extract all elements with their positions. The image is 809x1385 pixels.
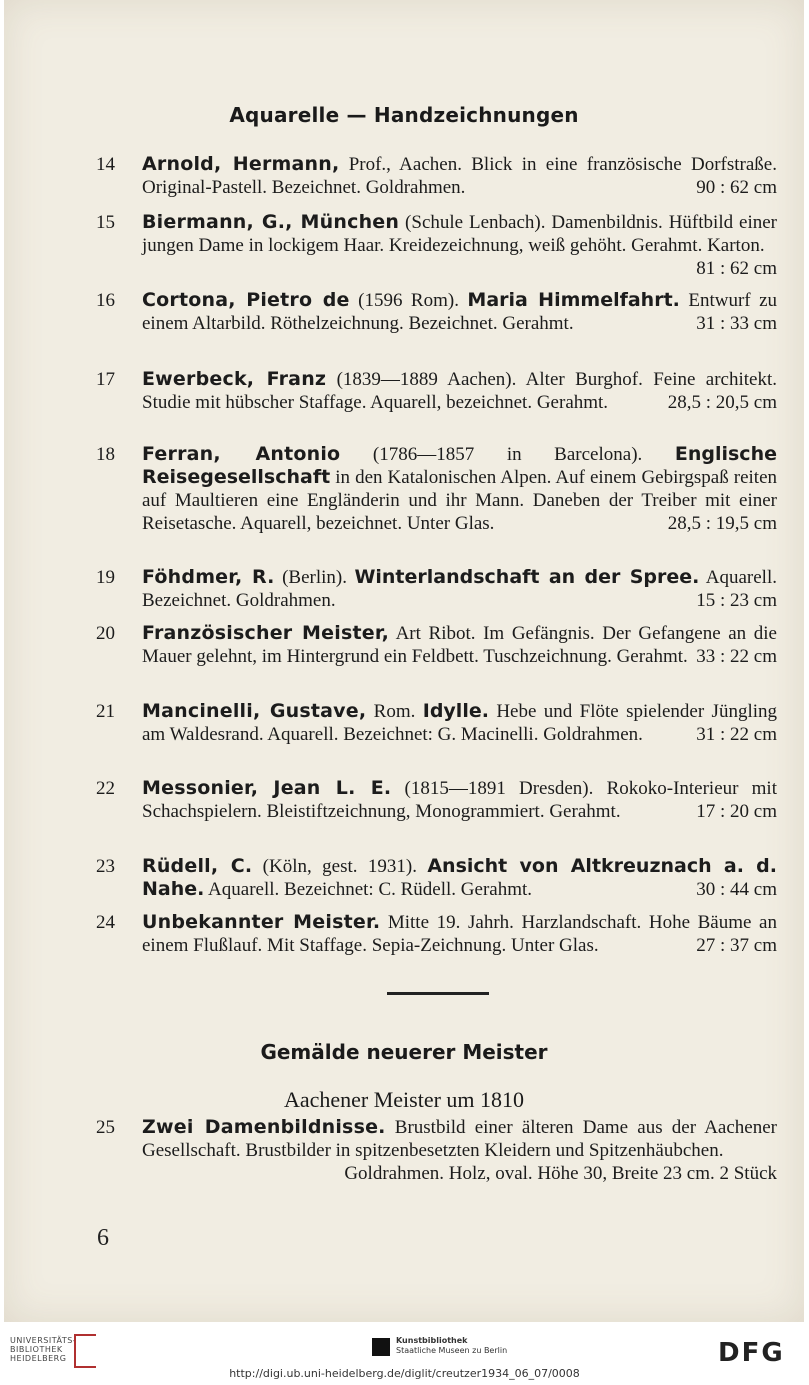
entry-text (142, 1116, 777, 1185)
entry-description: Brustbild einer älteren Dame aus der Aachener Gesellschaft. Brustbilder in spitzenbesetzten Kleidern und Spitzenhäubchen. (142, 1117, 777, 1161)
entry-number: 15 (96, 212, 115, 233)
entry-text (142, 911, 777, 957)
kunstbibliothek-logo-icon[interactable] (372, 1338, 390, 1356)
university-logo-icon[interactable] (74, 1334, 96, 1368)
catalog-entry-15 (96, 211, 782, 281)
uni-line-3: HEIDELBERG (10, 1354, 67, 1363)
entry-number: 19 (96, 567, 115, 588)
artwork-title: Maria Himmelfahrt. (467, 289, 680, 311)
catalog-entry-14 (96, 153, 782, 199)
entry-date: (1596 Rom). (349, 290, 468, 311)
subheading: Aachener Meister um 1810 (283, 1087, 525, 1112)
entry-description: Entwurf zu einem Altarbild. Röthelzeichnung. Bezeichnet. Gerahmt. (142, 290, 778, 334)
uni-line-2: BIBLIOTHEK (10, 1345, 63, 1354)
artist-name: Föhdmer, R. (142, 566, 275, 588)
permalink-url[interactable]: http://digi.ub.uni-heidelberg.de/diglit/creutzer1934_06_07/0008 (229, 1367, 580, 1380)
artist-name: Cortona, Pietro de (142, 289, 350, 311)
university-library-label (10, 1336, 76, 1363)
entry-description: Hebe und Flöte spielender Jüngling am Waldesrand. Aquarell. Bezeichnet: G. Macinelli. Goldrahmen. (142, 701, 778, 745)
section2-heading: Gemälde neuerer Meister (260, 1040, 548, 1064)
artist-name: Rüdell, C. (142, 855, 253, 877)
catalog-entry-21 (96, 700, 782, 770)
dimensions: 81 : 62 cm (696, 258, 777, 279)
entry-description: (1839—1889 Aachen). Alter Burghof. Feine architekt. Studie mit hübscher Staffage. Aquarell, bezeichnet. Gerahmt. (142, 369, 778, 413)
catalog-page (4, 0, 804, 1322)
page-number: 6 (97, 1225, 109, 1251)
dimensions: 31 : 22 cm (696, 724, 777, 745)
catalog-entry-19 (96, 566, 782, 612)
entry-number: 21 (96, 701, 115, 722)
artist-name: Mancinelli, Gustave, (142, 700, 367, 722)
kb-line-1: Kunstbibliothek (396, 1336, 468, 1345)
catalog-entry-20 (96, 622, 782, 692)
entry-text (142, 443, 777, 535)
artist-name: Biermann, G., München (142, 211, 400, 233)
entry-date: (1786—1857 in Barcelona). (340, 444, 675, 465)
entry-number: 17 (96, 369, 115, 390)
entry-description: Mitte 19. Jahrh. Harzlandschaft. Hohe Bäume an einem Flußlauf. Mit Staffage. Sepia-Zeichnung. Unter Glas. (142, 912, 777, 956)
dimensions: 28,5 : 19,5 cm (667, 513, 777, 534)
entry-description: Art Ribot. Im Gefängnis. Der Gefangene an die Mauer gelehnt, im Hintergrund ein Feldbett. Tuschzeichnung. Gerahmt. (142, 623, 777, 667)
dimensions: 27 : 37 cm (696, 935, 777, 956)
catalog-entry-25 (96, 1116, 782, 1211)
artist-name: Ewerbeck, Franz (142, 368, 327, 390)
artist-name: Ferran, Antonio (142, 443, 341, 465)
entry-description: (Schule Lenbach). Damenbildnis. Hüftbild einer jungen Dame in lockigem Haar. Kreidezeichnung, weiß gehöht. Gerahmt. Karton. (142, 212, 777, 256)
dimensions: 90 : 62 cm (696, 177, 777, 198)
entry-text (142, 622, 777, 668)
entry-date: (Köln, gest. 1931). (252, 856, 428, 877)
kunstbibliothek-label (396, 1336, 507, 1356)
dimensions: 17 : 20 cm (696, 801, 777, 822)
entry-number: 22 (96, 778, 115, 799)
entry-text (142, 289, 777, 335)
viewer-footer (0, 1322, 809, 1385)
uni-line-1: UNIVERSITÄTS- (10, 1336, 77, 1345)
artwork-title: Zwei Damenbildnisse. (142, 1116, 386, 1138)
catalog-entry-18 (96, 443, 782, 559)
artist-name: Arnold, Hermann, (142, 153, 340, 175)
entry-description: in den Katalonischen Alpen. Auf einem Gebirgspaß reiten auf Maultieren eine Engländerin und ihr Mann. Daneben der Treiber mit einer Reisetasche. Aquarell, bezeichnet. Unter Glas. (142, 467, 777, 534)
catalog-entry-17 (96, 368, 782, 438)
entry-number: 16 (96, 290, 115, 311)
entry-number: 23 (96, 856, 115, 877)
artist-name: Messonier, Jean L. E. (142, 777, 392, 799)
artwork-title: Idylle. (422, 700, 489, 722)
entry-text (142, 855, 777, 901)
dimensions: 30 : 44 cm (696, 879, 777, 900)
entry-text (142, 700, 777, 746)
entry-number: 20 (96, 623, 115, 644)
entry-number: 18 (96, 444, 115, 465)
catalog-entry-16 (96, 289, 782, 359)
entry-description: Aquarell. Bezeichnet. Goldrahmen. (142, 567, 777, 611)
artist-name: Unbekannter Meister. (142, 911, 381, 933)
dimensions: 28,5 : 20,5 cm (667, 392, 777, 413)
entry-date: (Berlin). (274, 567, 355, 588)
dimensions: 15 : 23 cm (696, 590, 777, 611)
dfg-logo[interactable]: DFG (718, 1338, 785, 1368)
catalog-entry-23 (96, 855, 782, 901)
section-divider (387, 992, 489, 995)
entry-description: Aquarell. Bezeichnet: C. Rüdell. Gerahmt. (204, 879, 533, 900)
entry-text (142, 153, 777, 199)
entry-date: Rom. (366, 701, 423, 722)
entry-number: 14 (96, 154, 115, 175)
catalog-entry-22 (96, 777, 782, 847)
entry-dimensions-line: Goldrahmen. Holz, oval. Höhe 30, Breite 23 cm. 2 Stück (344, 1163, 777, 1184)
entry-description: Prof., Aachen. Blick in eine französische Dorfstraße. Original-Pastell. Bezeichnet. Goldrahmen. (142, 154, 777, 198)
dimensions: 31 : 33 cm (696, 313, 777, 334)
entry-text (142, 368, 777, 414)
entry-number: 24 (96, 912, 115, 933)
artist-name: Französischer Meister, (142, 622, 390, 644)
artwork-title: Winterlandschaft an der Spree. (354, 566, 700, 588)
kb-line-2: Staatliche Museen zu Berlin (396, 1346, 508, 1355)
artwork-title: Ansicht von Altkreuznach a. d. Nahe. (142, 855, 777, 900)
artwork-title: Englische Reisegesellschaft (142, 443, 777, 488)
dimensions: 33 : 22 cm (696, 646, 777, 667)
entry-text (142, 211, 777, 280)
section-heading: Aquarelle — Handzeichnungen (229, 103, 579, 127)
entry-text (142, 777, 777, 823)
entry-description: (1815—1891 Dresden). Rokoko-Interieur mit Schachspielern. Bleistiftzeichnung, Monogrammiert. Gerahmt. (142, 778, 777, 822)
entry-number: 25 (96, 1117, 115, 1138)
entry-text (142, 566, 777, 612)
catalog-entry-24 (96, 911, 782, 981)
